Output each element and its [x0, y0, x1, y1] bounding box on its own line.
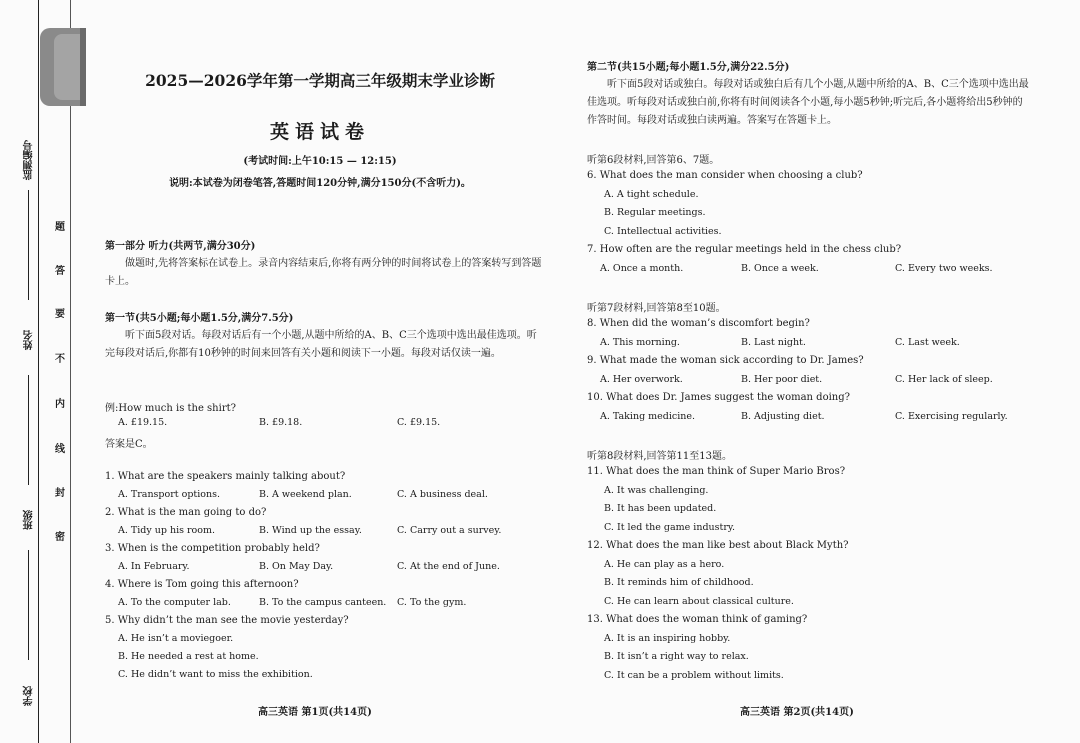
seal-char: 线	[55, 444, 65, 455]
question-5: 5. Why didn’t the man see the movie yesterday?	[105, 615, 349, 626]
seal-char: 内	[55, 399, 65, 410]
class-label: 班级	[24, 510, 35, 530]
question-1-option-b: B. A weekend plan.	[259, 489, 352, 500]
part1-intro: 做题时,先将答案标在试卷上。录音内容结束后,你将有两分钟的时间将试卷上的答案转写到答题卡上。	[105, 258, 542, 287]
question-3-option-b: B. On May Day.	[259, 561, 334, 572]
question-4-option-a: A. To the computer lab.	[118, 597, 231, 608]
question-3-option-a: A. In February.	[118, 561, 190, 572]
question-4-option-c: C. To the gym.	[397, 597, 467, 608]
option-a: A. This morning.	[600, 336, 680, 348]
group-label: 听第6段材料,回答第6、7题。	[587, 155, 720, 166]
name-line	[28, 375, 29, 485]
binding-strip	[0, 0, 82, 743]
option-a: A. It was challenging.	[604, 484, 709, 496]
section2-intro: 听下面5段对话或独白。每段对话或独白后有几个小题,从题中所给的A、B、C三个选项中选出最佳选项。听每段对话或独白前,你将有时间阅读各个小题,每小题5秒钟;听完后,各小题将给出5秒钟的作答时间。每段对话或独白读两遍。答案写在答题卡上。	[587, 79, 1029, 126]
option-c: C. It can be a problem without limits.	[604, 669, 784, 681]
option-b: B. It has been updated.	[604, 503, 717, 514]
option-c: C. It led the game industry.	[604, 521, 736, 533]
question-item: 6. What does the man consider when choosing a club?	[587, 170, 863, 181]
footer-left: 高三英语 第1页(共14页)	[258, 707, 372, 718]
seal-char: 题	[55, 222, 65, 233]
school-label: 学校	[24, 686, 35, 706]
question-5-option-b: B. He needed a rest at home.	[118, 651, 259, 662]
group-label: 听第7段材料,回答第8至10题。	[587, 303, 726, 314]
option-a: A. Once a month.	[600, 262, 684, 274]
option-a: A. He can play as a hero.	[604, 558, 725, 570]
question-4: 4. Where is Tom going this afternoon?	[105, 579, 299, 590]
section1-intro: 听下面5段对话。每段对话后有一个小题,从题中所给的A、B、C三个选项中选出最佳选项。听完每段对话后,你都有10秒钟的时间来回答有关小题和阅读下一小题。每段对话仅读一遍。	[105, 330, 537, 359]
question-5-option-c: C. He didn’t want to miss the exhibition.	[118, 669, 313, 680]
name-label: 姓名	[24, 330, 35, 350]
subject-title: 英语试卷	[269, 121, 370, 143]
question-item: 9. What made the woman sick according to Dr. James?	[587, 355, 864, 366]
question-5-option-a: A. He isn’t a moviegoer.	[118, 633, 234, 644]
seal-char: 封	[55, 488, 65, 499]
question-item: 10. What does Dr. James suggest the woman doing?	[587, 392, 850, 403]
option-a: A. Her overwork.	[600, 373, 683, 385]
option-b: B. Last night.	[741, 336, 806, 348]
question-1-option-c: C. A business deal.	[397, 489, 488, 500]
option-a: A. A tight schedule.	[604, 188, 699, 200]
option-b: B. It isn’t a right way to relax.	[604, 651, 749, 662]
seal-char: 密	[55, 532, 65, 543]
option-b: B. Her poor diet.	[741, 373, 823, 385]
question-3-option-c: C. At the end of June.	[397, 561, 500, 572]
binding-line-inner	[70, 0, 71, 743]
seal-char: 不	[55, 354, 65, 365]
section2-title: 第二节(共15小题;每小题1.5分,满分22.5分)	[587, 62, 790, 73]
option-c: C. Intellectual activities.	[604, 225, 722, 237]
question-item: 12. What does the man like best about Black Myth?	[587, 540, 849, 551]
option-c: C. He can learn about classical culture.	[604, 595, 794, 607]
option-c: C. Last week.	[895, 336, 960, 348]
option-b: B. Once a week.	[741, 262, 819, 274]
binding-line-outer	[38, 0, 39, 743]
question-2-option-a: A. Tidy up his room.	[118, 525, 216, 536]
example-question: 例:How much is the shirt?	[105, 403, 236, 414]
exam-title: 2025—2026学年第一学期高三年级期末学业诊断	[145, 71, 495, 90]
option-a: A. It is an inspiring hobby.	[604, 632, 731, 644]
exam-number-line	[28, 190, 29, 300]
question-2: 2. What is the man going to do?	[105, 507, 267, 518]
question-4-option-b: B. To the campus canteen.	[259, 597, 387, 608]
exam-note: 说明:本试卷为闭卷笔答,答题时间120分钟,满分150分(不含听力)。	[169, 178, 471, 189]
example-answer: 答案是C。	[105, 439, 153, 450]
exam-time: (考试时间:上午10:15 — 12:15)	[243, 156, 397, 167]
footer-right: 高三英语 第2页(共14页)	[740, 707, 854, 718]
option-c: C. Exercising regularly.	[895, 410, 1008, 422]
binding-tab	[40, 28, 86, 106]
group-label: 听第8段材料,回答第11至13题。	[587, 451, 732, 462]
question-2-option-c: C. Carry out a survey.	[397, 525, 502, 536]
option-b: B. Regular meetings.	[604, 207, 706, 218]
exam-number-label: 监测编号	[24, 140, 35, 180]
seal-char: 要	[55, 309, 65, 320]
example-option-a: A. £19.15.	[118, 417, 168, 428]
question-item: 8. When did the woman’s discomfort begin?	[587, 318, 810, 329]
part1-title: 第一部分 听力(共两节,满分30分)	[105, 241, 256, 252]
question-2-option-b: B. Wind up the essay.	[259, 525, 362, 536]
section1-title: 第一节(共5小题;每小题1.5分,满分7.5分)	[105, 313, 294, 324]
class-line	[28, 550, 29, 660]
question-1: 1. What are the speakers mainly talking about?	[105, 471, 346, 482]
question-3: 3. When is the competition probably held?	[105, 543, 320, 554]
option-a: A. Taking medicine.	[600, 410, 696, 422]
option-b: B. It reminds him of childhood.	[604, 577, 754, 588]
seal-char: 答	[55, 266, 65, 277]
option-c: C. Every two weeks.	[895, 262, 993, 274]
example-option-c: C. £9.15.	[397, 417, 441, 428]
option-b: B. Adjusting diet.	[741, 410, 825, 422]
option-c: C. Her lack of sleep.	[895, 373, 993, 385]
question-item: 7. How often are the regular meetings held in the chess club?	[587, 244, 902, 255]
question-item: 13. What does the woman think of gaming?	[587, 614, 808, 625]
example-option-b: B. £9.18.	[259, 417, 303, 428]
question-1-option-a: A. Transport options.	[118, 489, 221, 500]
question-item: 11. What does the man think of Super Mario Bros?	[587, 466, 846, 477]
